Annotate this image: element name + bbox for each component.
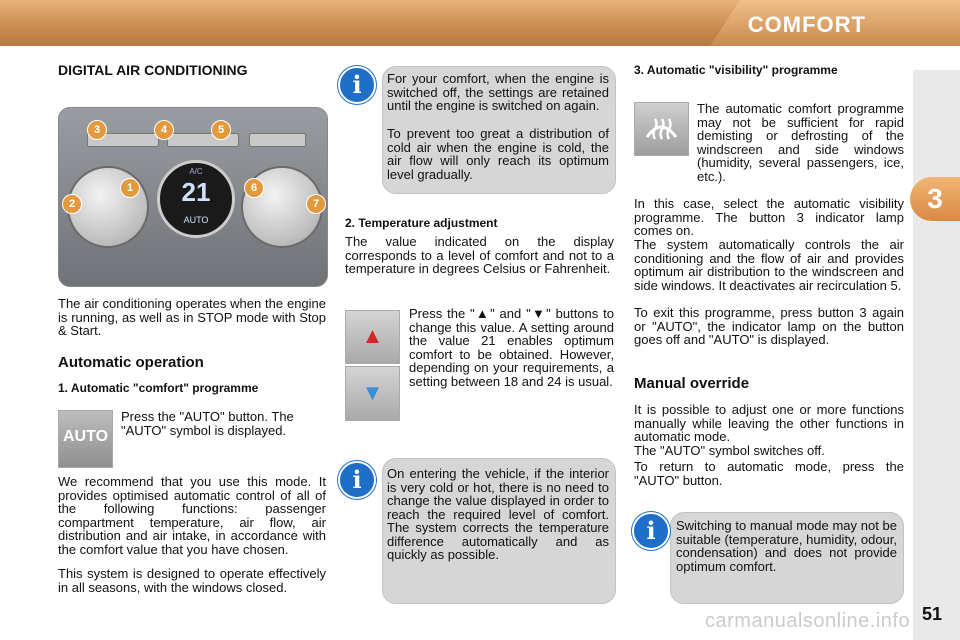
- press-auto-text: Press the "AUTO" button. The "AUTO" symbol is displayed.: [121, 409, 294, 438]
- auto-button-image: [58, 410, 113, 468]
- info1-paragraph-2: To prevent too great a distribution of cold air when the engine is cold, the air flow will only reach its optimum level gradually.: [387, 126, 609, 182]
- temperature-text: The value indicated on the display corresponds to a level of comfort and not to a temperature in degrees Celsius or Fahrenheit.: [345, 234, 614, 276]
- visibility-auto-text: The system automatically controls the air conditioning and the flow of air and provides optimum air distribution to the windscreen and side windows. It deactivates air recirculation 5.: [634, 237, 904, 293]
- up-arrow-icon: ▲: [361, 323, 384, 348]
- auto-button-label: AUTO: [62, 428, 109, 445]
- info-icon: i: [632, 512, 670, 550]
- manual-override-heading: Manual override: [634, 375, 750, 392]
- manual-symbol-text: The "AUTO" symbol switches off.: [634, 443, 825, 458]
- section-title: DIGITAL AIR CONDITIONING: [58, 62, 248, 78]
- info1-paragraph-1: For your comfort, when the engine is switched off, the settings are retained until the engine is switched on again.: [387, 71, 609, 113]
- intro-text: The air conditioning operates when the engine is running, as well as in STOP mode with Stop & Start.: [58, 296, 326, 338]
- press-arrows-text: Press the "▲" and "▼" buttons to change this value. A setting around the value 21 enables optimum comfort to be obtained. However, depending on your requirements, a setting between 18 and 24 is usual.: [409, 306, 614, 389]
- visibility-select-text: In this case, select the automatic visibility programme. The button 3 indicator lamp comes on.: [634, 196, 904, 238]
- watermark: carmanualsonline.info: [705, 610, 911, 632]
- display-auto: AUTO: [183, 215, 209, 225]
- callout-2: 2: [62, 194, 82, 214]
- info3-text: Switching to manual mode may not be suitable (temperature, humidity, odour, condensation) and does not provide optimum comfort.: [676, 518, 897, 574]
- chapter-badge: 3: [910, 177, 960, 221]
- callout-1: 1: [120, 178, 140, 198]
- automatic-operation-heading: Automatic operation: [58, 354, 204, 371]
- visibility-exit-text: To exit this programme, press button 3 again or "AUTO", the indicator lamp on the button goes off and "AUTO" is displayed.: [634, 305, 904, 347]
- up-button-image: [345, 310, 400, 364]
- visibility-text: The automatic comfort programme may not be sufficient for rapid demisting or defrosting of the windscreen and side windows (humidity, several passengers, ice, etc.).: [697, 101, 904, 184]
- info-icon: i: [338, 461, 376, 499]
- recommend-text: We recommend that you use this mode. It provides optimised automatic control of all of the following functions: passenger compartment temperature, air flow, air distribution and air intake, in accordance with the comfort value that you have chosen.: [58, 474, 326, 557]
- panel-button-bar-right: [249, 133, 306, 147]
- display-ac: A/C: [189, 167, 203, 176]
- demist-button-image: [634, 102, 689, 156]
- callout-5: 5: [211, 120, 231, 140]
- callout-6: 6: [244, 178, 264, 198]
- manual-return-text: To return to automatic mode, press the "AUTO" button.: [634, 459, 904, 488]
- callout-7: 7: [306, 194, 326, 214]
- climate-panel-image: [58, 107, 328, 287]
- display-temp: 21: [181, 177, 211, 207]
- down-arrow-icon: ▼: [361, 380, 384, 405]
- temperature-heading: 2. Temperature adjustment: [345, 216, 498, 230]
- page-title: COMFORT: [747, 12, 866, 37]
- side-strip: [913, 70, 960, 640]
- info-icon: i: [338, 66, 376, 104]
- display-screen: [157, 160, 235, 238]
- callout-3: 3: [87, 120, 107, 140]
- manual-text: It is possible to adjust one or more functions manually while leaving the other functions in automatic mode.: [634, 402, 904, 444]
- comfort-programme-heading: 1. Automatic "comfort" programme: [58, 381, 259, 395]
- windscreen-demist-icon: [635, 103, 688, 155]
- info2-text: On entering the vehicle, if the interior is very cold or hot, there is no need to change the value displayed in order to reach the required level of comfort. The system corrects the temperature difference automatically and as quickly as possible.: [387, 466, 609, 562]
- down-button-image: [345, 366, 400, 421]
- page-number: 51: [922, 604, 943, 624]
- callout-4: 4: [154, 120, 174, 140]
- designed-text: This system is designed to operate effectively in all seasons, with the windows closed.: [58, 566, 326, 595]
- visibility-heading: 3. Automatic "visibility" programme: [634, 63, 838, 77]
